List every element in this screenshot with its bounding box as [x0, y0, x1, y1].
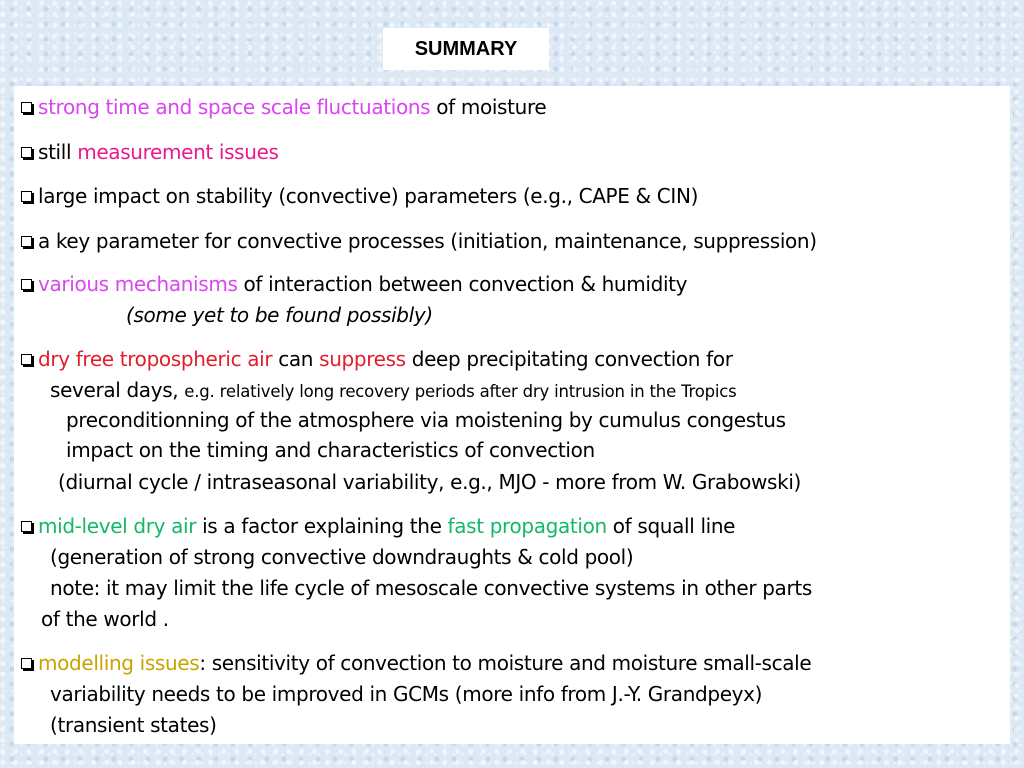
checkbox-bullet-icon: [21, 521, 32, 532]
bullet-8-line-2: variability needs to be improved in GCMs (more info from J.-Y. Grandpeyx): [50, 682, 763, 706]
bullet-7-line-4: of the world .: [41, 607, 169, 631]
checkbox-bullet-icon: [21, 236, 32, 247]
bullet-8-line-3: (transient states): [50, 713, 217, 737]
checkbox-bullet-icon: [21, 658, 32, 669]
bullet-7: [21, 511, 735, 541]
bullet-7-line-2: (generation of strong convective downdraughts & cold pool): [50, 545, 634, 569]
bullet-6-text: deep precipitating convection for: [405, 347, 733, 371]
bullet-4-text: a key parameter for convective processes (initiation, maintenance, suppression): [38, 229, 817, 253]
bullet-6-highlight-2: suppress: [319, 347, 406, 371]
bullet-6-line-4: impact on the timing and characteristics of convection: [66, 438, 595, 462]
bullet-7-highlight-1: mid-level dry air: [38, 514, 197, 538]
bullet-5: [21, 269, 687, 299]
bullet-6-text-mid: can: [272, 347, 320, 371]
checkbox-bullet-icon: [21, 279, 32, 290]
bullet-5-highlight: various mechanisms: [38, 272, 238, 296]
bullet-6-line-2-small: e.g. relatively long recovery periods after dry intrusion in the Tropics: [184, 382, 737, 401]
bullet-6: [21, 344, 733, 374]
bullet-6-highlight-1: dry free tropospheric air: [38, 347, 273, 371]
summary-title: SUMMARY: [383, 28, 549, 70]
bullet-1-highlight: strong time and space scale fluctuations: [38, 95, 431, 119]
bullet-8-text: : sensitivity of convection to moisture and moisture small-scale: [199, 651, 812, 675]
bullet-5-text: of interaction between convection & humidity: [237, 272, 688, 296]
bullet-6-line-2: [50, 375, 737, 407]
checkbox-bullet-icon: [21, 147, 32, 158]
bullet-7-text: of squall line: [606, 514, 736, 538]
checkbox-bullet-icon: [21, 354, 32, 365]
checkbox-bullet-icon: [21, 102, 32, 113]
bullet-3-text: large impact on stability (convective) parameters (e.g., CAPE & CIN): [38, 184, 699, 208]
bullet-6-line-2-text: several days,: [50, 378, 185, 402]
bullet-8: [21, 648, 811, 678]
bullet-4: [21, 226, 817, 256]
bullet-1-text: of moisture: [430, 95, 547, 119]
bullet-3: [21, 181, 698, 211]
bullet-2-text: still: [38, 140, 78, 164]
bullet-7-highlight-2: fast propagation: [447, 514, 607, 538]
bullet-6-line-5: (diurnal cycle / intraseasonal variability, e.g., MJO - more from W. Grabowski): [58, 470, 802, 494]
bullet-8-highlight: modelling issues: [38, 651, 200, 675]
bullet-7-line-3: note: it may limit the life cycle of mesoscale convective systems in other parts: [50, 576, 812, 600]
bullet-6-line-3: preconditionning of the atmosphere via moistening by cumulus congestus: [66, 408, 786, 432]
checkbox-bullet-icon: [21, 191, 32, 202]
bullet-2: [21, 137, 279, 167]
bullet-5-note: (some yet to be found possibly): [126, 303, 433, 327]
bullet-2-highlight: measurement issues: [77, 140, 279, 164]
bullet-7-text-mid: is a factor explaining the: [196, 514, 448, 538]
bullet-1: [21, 92, 546, 122]
